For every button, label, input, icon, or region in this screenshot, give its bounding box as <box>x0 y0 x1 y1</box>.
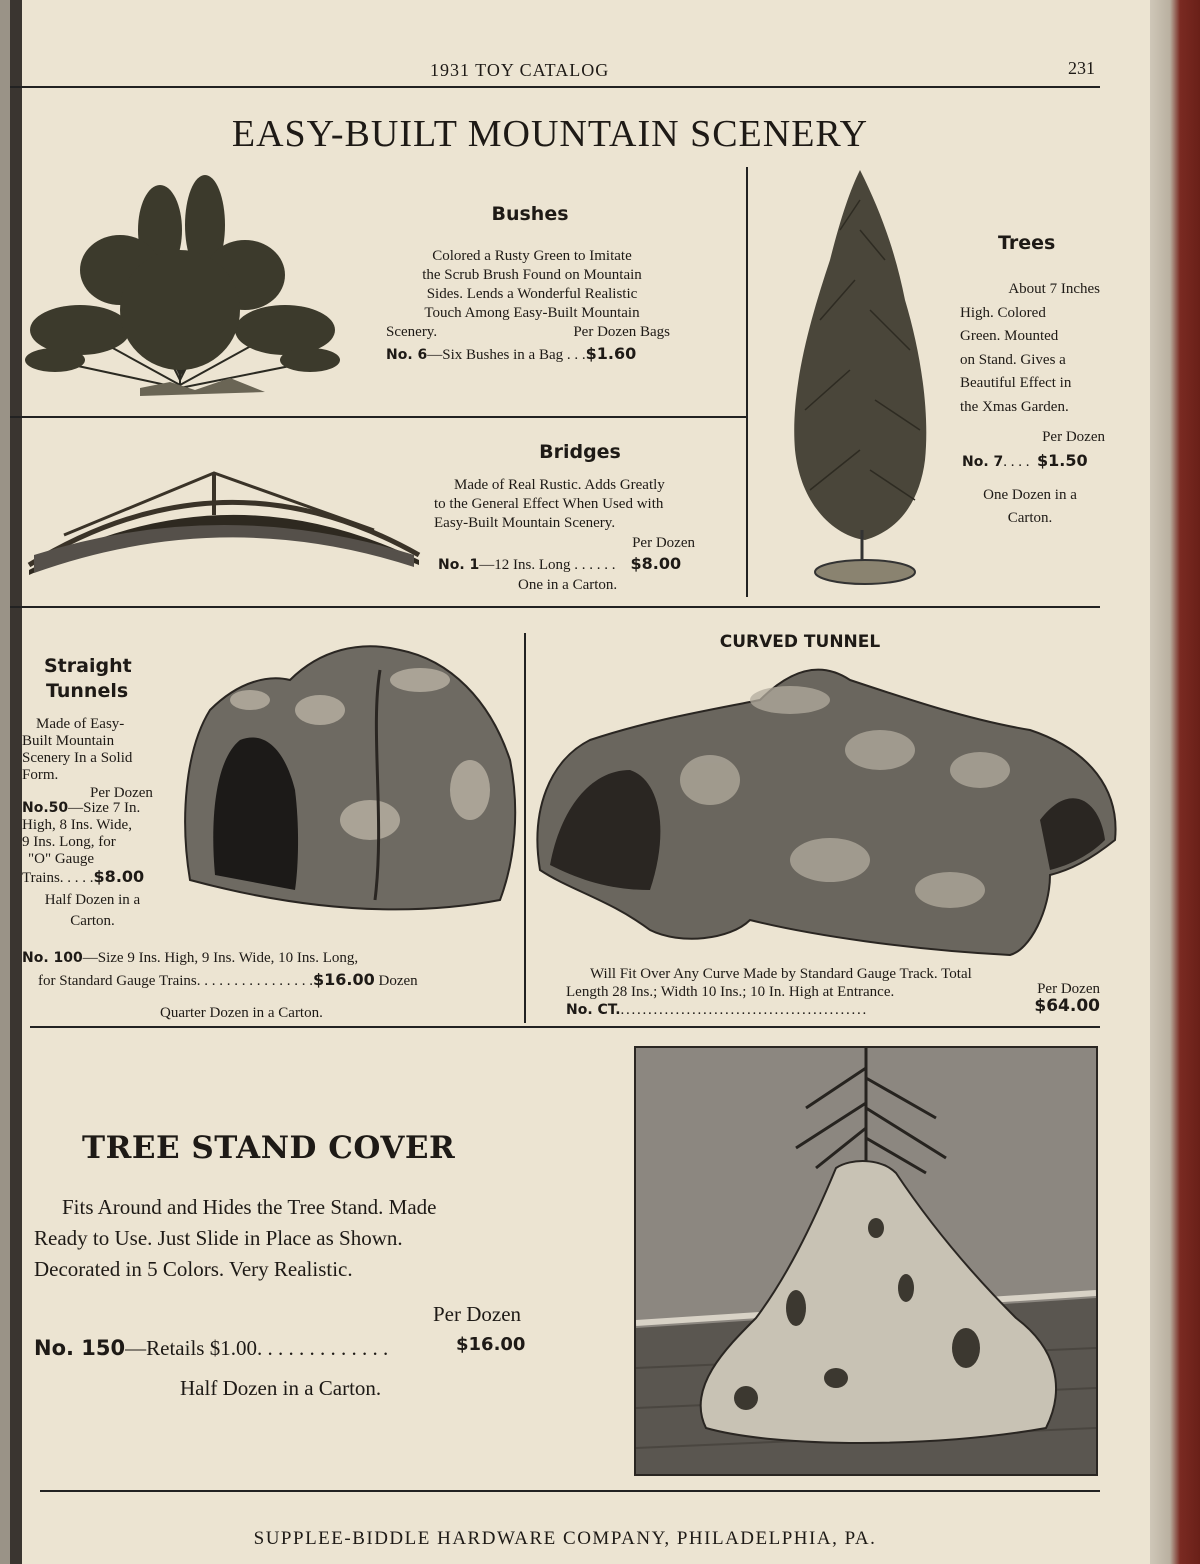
book-edge-right <box>1150 0 1200 1564</box>
curved-tunnel-illustration <box>530 660 1130 960</box>
straight-tunnels-no100: No. 100—Size 9 Ins. High, 9 Ins. Wide, 10 Ins. Long, for Standard Gauge Trains. . . . . . . . . . . . . . . .$16.00 Dozen <box>22 950 418 989</box>
bridges-carton: One in a Carton. <box>518 577 618 593</box>
bridges-number: No. 1 <box>438 557 480 573</box>
straight-tunnels-carton: Half Dozen in a Carton. <box>44 892 141 929</box>
bushes-desc-end: Scenery. <box>386 324 438 340</box>
trees-per-dozen: Per Dozen <box>1042 429 1105 445</box>
tree-stand-description: Fits Around and Hides the Tree Stand. Made Ready to Use. Just Slide in Place as Shown. Decorated in 5 Colors. Very Realistic. <box>34 1195 437 1281</box>
straight-tunnels-heading: Straight Tunnels <box>44 655 132 702</box>
no100-number: No. 100 <box>22 950 83 966</box>
straight-tunnels-per-dozen: Per Dozen <box>90 785 153 801</box>
bridges-description: Made of Real Rustic. Adds Greatly to the General Effect When Used with Easy-Built Mountain Scenery. <box>434 477 665 531</box>
footer-rule <box>40 1490 1100 1492</box>
bridges-price: $8.00 <box>630 554 682 573</box>
bushes-order-line <box>386 344 636 365</box>
curved-tunnel-line1: Will Fit Over Any Curve Made by Standard Gauge Track. Total <box>590 966 972 982</box>
trees-number: No. 7 <box>962 454 1004 470</box>
bridges-order-line <box>438 554 681 575</box>
curved-tunnel-line2: Length 28 Ins.; Width 10 Ins.; 10 In. High at Entrance. <box>566 984 895 1000</box>
column-rule-middle <box>524 633 526 1023</box>
tree-stand-heading: TREE STAND COVER <box>82 1130 456 1166</box>
curved-tunnel-price: $64.00 <box>1034 996 1100 1016</box>
bushes-price: $1.60 <box>585 344 637 363</box>
catalog-page <box>10 0 1150 1564</box>
header-rule <box>10 86 1100 88</box>
bridge-illustration <box>24 455 424 575</box>
trees-price: $1.50 <box>1037 451 1088 470</box>
bushes-description: Colored a Rusty Green to Imitate the Scrub Brush Found on Mountain Sides. Lends a Wonderful Realistic Touch Among Easy-Built Mountain <box>422 248 642 321</box>
straight-tunnels-description: Made of Easy- Built Mountain Scenery In a Solid Form. <box>22 716 133 783</box>
curved-tunnel-order-line: No. CT.. . . . . . . . . . . . . . . . . . . . . . . . . . . . . . . . . . . . . . . . . . . . . <box>566 1002 866 1018</box>
tree-stand-price: $16.00 <box>456 1334 526 1355</box>
tree-illustration <box>780 170 950 590</box>
bridges-desc: —12 Ins. Long . . . . . . <box>479 557 616 573</box>
catalog-header: 1931 TOY CATALOG <box>430 60 610 80</box>
bushes-per-dozen: Per Dozen Bags <box>573 324 670 340</box>
curved-tunnel-per-dozen: Per Dozen <box>1037 981 1100 997</box>
bridges-heading: Bridges <box>539 441 621 463</box>
tree-stand-photo <box>634 1046 1098 1476</box>
column-rule-top <box>746 167 748 597</box>
bridges-per-dozen: Per Dozen <box>632 535 695 551</box>
no50-price: $8.00 <box>93 867 145 886</box>
trees-description: About 7 Inches High. Colored Green. Mounted on Stand. Gives a Beautiful Effect in the Xmas Garden. <box>960 281 1100 415</box>
bushes-number: No. 6 <box>386 347 428 363</box>
tree-stand-carton: Half Dozen in a Carton. <box>180 1376 382 1400</box>
tree-stand-number: No. 150 <box>34 1336 126 1360</box>
trees-order-line <box>962 451 1088 472</box>
tree-stand-per-dozen: Per Dozen <box>433 1302 522 1326</box>
tree-stand-desc: —Retails $1.00. . . . . . . . . . . . . <box>125 1336 389 1360</box>
bushes-heading: Bushes <box>491 203 569 225</box>
straight-tunnels-no50: No.50—Size 7 In. High, 8 Ins. Wide, 9 Ins. Long, for "O" Gauge Trains. . . . .$8.00 <box>22 800 145 886</box>
page-title: EASY-BUILT MOUNTAIN SCENERY <box>231 113 869 155</box>
straight-tunnel-illustration <box>170 640 520 920</box>
bushes-rule <box>10 416 748 418</box>
lower-rule <box>30 1026 1100 1028</box>
footer-company: SUPPLEE-BIDDLE HARDWARE COMPANY, PHILADELPHIA, PA. <box>253 1528 877 1549</box>
tree-stand-order-line <box>34 1336 388 1361</box>
straight-tunnels-quarter: Quarter Dozen in a Carton. <box>160 1005 323 1021</box>
trees-carton: One Dozen in a Carton. <box>983 487 1077 526</box>
middle-rule <box>10 606 1100 608</box>
curved-tunnel-number: No. CT. <box>566 1002 621 1018</box>
bush-illustration <box>20 160 340 400</box>
trees-heading: Trees <box>998 232 1056 254</box>
no50-number: No.50 <box>22 800 69 816</box>
bushes-desc: —Six Bushes in a Bag . . . <box>427 347 586 363</box>
page-number: 231 <box>1068 58 1095 78</box>
no100-price: $16.00 <box>312 970 375 989</box>
trees-dots: . . . . <box>1003 454 1030 470</box>
curved-tunnel-heading: CURVED TUNNEL <box>719 632 881 652</box>
